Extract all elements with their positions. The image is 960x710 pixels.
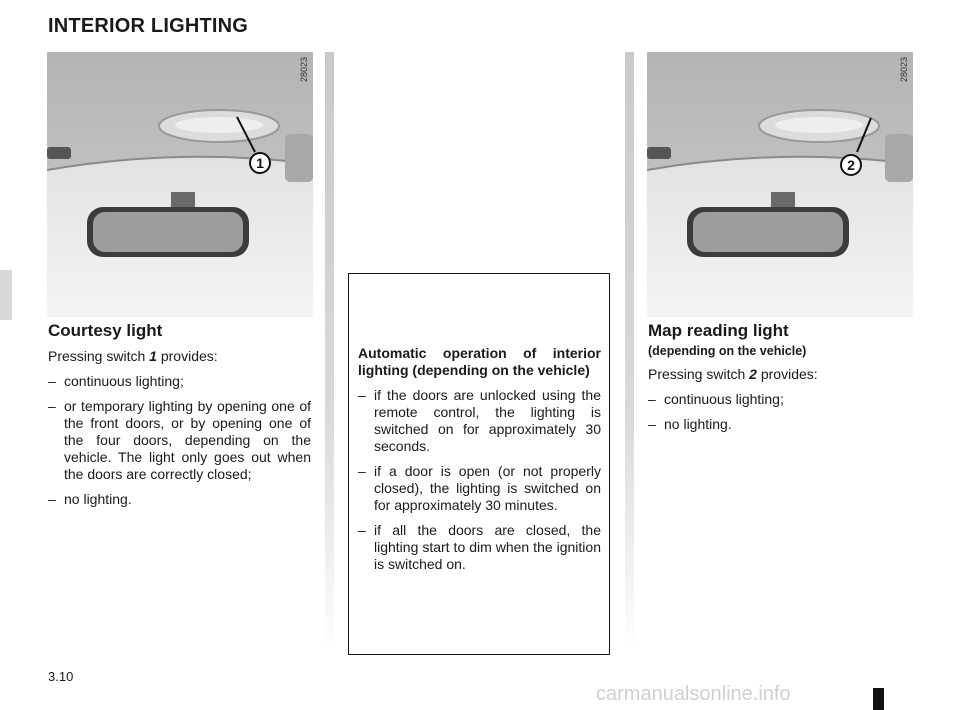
corner-mark — [873, 688, 884, 710]
automatic-operation-title: Automatic operation of interior lighting (depending on the vehicle) — [358, 345, 601, 378]
map-reading-intro: Pressing switch 2 provides: — [648, 366, 818, 382]
list-item: – continuous lighting; — [48, 373, 184, 389]
figure-reference-code: 28023 — [899, 57, 909, 83]
map-reading-light-photo — [647, 52, 913, 317]
callout-marker-2: 2 — [840, 154, 862, 176]
courtesy-light-photo — [47, 52, 313, 317]
figure-reference-code: 28023 — [299, 57, 309, 83]
watermark: carmanualsonline.info — [596, 683, 791, 705]
courtesy-light-text — [48, 348, 311, 516]
page-number: 3.10 — [48, 669, 74, 684]
list-item: – no lighting. — [48, 491, 132, 507]
list-item: – or temporary lighting by opening one of the front doors, or by opening one of the four doors, depending on the vehicle. The light only goes out when the doors are correctly closed; — [48, 398, 311, 482]
list-item: – if a door is open (or not properly closed), the lighting is switched on for approximately 30 minutes. — [358, 463, 601, 513]
list-item: – if all the doors are closed, the lighting start to dim when the ignition is switched on. — [358, 522, 601, 572]
column-divider-right — [625, 52, 634, 652]
chapter-tab — [0, 270, 12, 320]
list-item: – continuous lighting; — [648, 391, 784, 407]
automatic-operation-box — [348, 273, 610, 655]
switch-reference-1: 1 — [149, 348, 157, 364]
courtesy-light-heading: Courtesy light — [48, 321, 163, 340]
switch-reference-2: 2 — [749, 366, 757, 382]
map-reading-light-subheading: (depending on the vehicle) — [648, 344, 807, 358]
page-title: INTERIOR LIGHTING — [48, 15, 249, 37]
list-item: – if the doors are unlocked using the remote control, the lighting is switched on for approximately 30 seconds. — [358, 387, 601, 454]
map-reading-light-text — [648, 366, 911, 441]
column-divider-left — [325, 52, 334, 652]
courtesy-intro: Pressing switch 1 provides: — [48, 348, 218, 364]
list-item: – no lighting. — [648, 416, 732, 432]
map-reading-light-heading: Map reading light — [648, 321, 789, 340]
courtesy-light-illustration — [47, 52, 313, 317]
callout-marker-1: 1 — [249, 152, 271, 174]
map-reading-light-illustration — [647, 52, 913, 317]
